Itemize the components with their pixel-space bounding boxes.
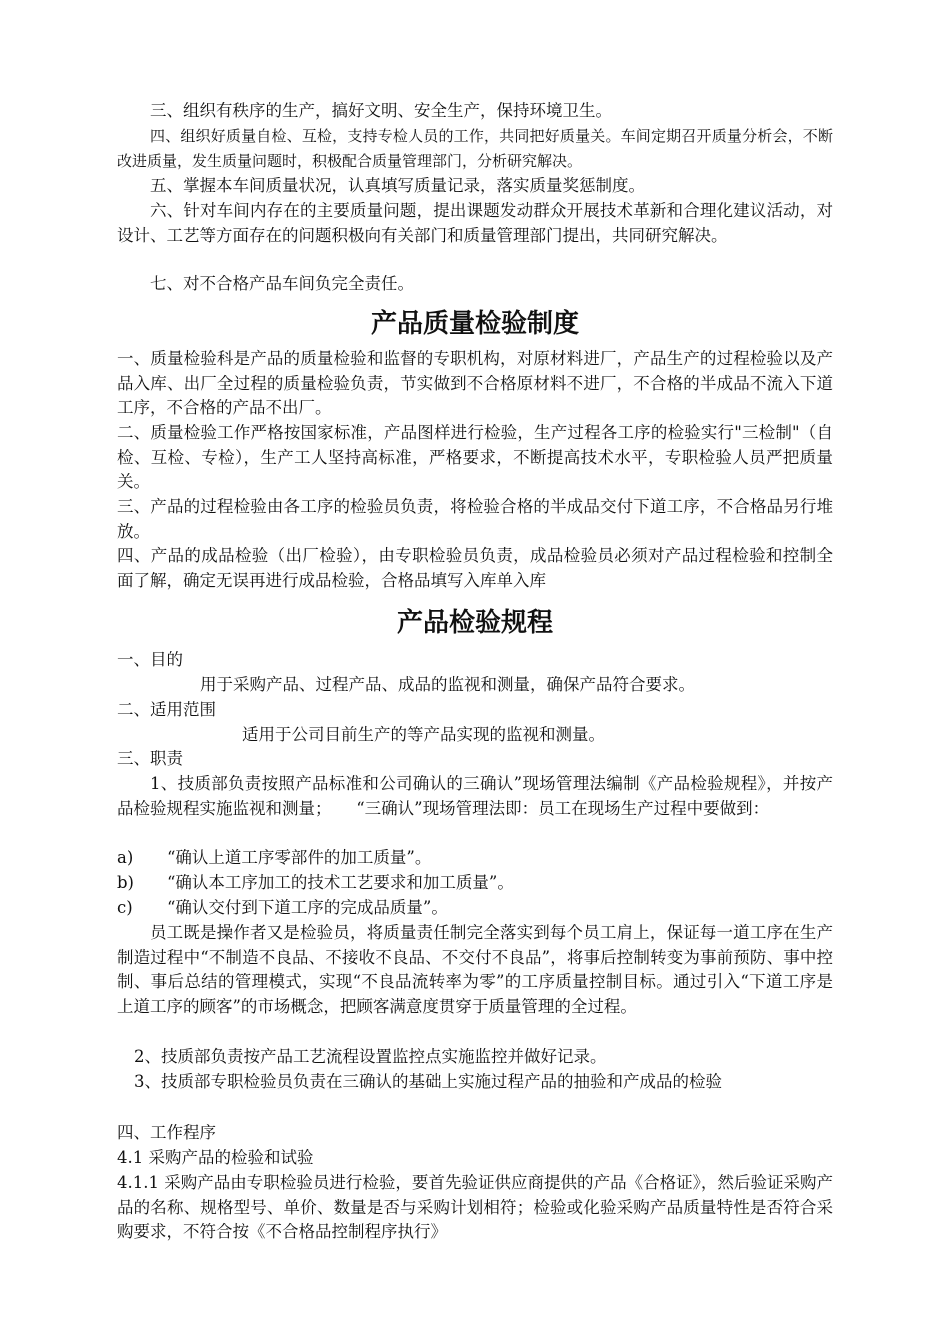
procedure-title: 产品检验规程 [396, 608, 553, 638]
prev-item-3: 三、组织有秩序的生产，搞好文明、安全生产，保持环境卫生。 [150, 101, 612, 120]
list-item-a [117, 846, 833, 871]
list-text: “确认本工序加工的技术工艺要求和加工质量”。 [167, 873, 514, 892]
duty-2: 2、技质部负责按产品工艺流程设置监控点实施监控并做好记录。 [134, 1047, 607, 1066]
purpose-text: 用于采购产品、过程产品、成品的监视和测量，确保产品符合要求。 [200, 675, 695, 694]
duty-3: 3、技质部专职检验员负责在三确认的基础上实施过程产品的抽验和产成品的检验 [134, 1072, 722, 1091]
sub-text-4-1-1: 4.1.1 采购产品由专职检验员进行检验，要首先验证供应商提供的产品《合格证》，然后验证采购产品的名称、规格型号、单价、数量是否与采购计划相符；检验或化验采购产品质量特性是否符合采购要求，不符合按《不合格品控制程序执行》 [117, 1173, 833, 1241]
duties-heading: 三、职责 [117, 749, 183, 768]
scope-text: 适用于公司目前生产的等产品实现的监视和测量。 [242, 725, 605, 744]
scope-heading: 二、适用范围 [117, 700, 216, 719]
work-procedure-heading: 四、工作程序 [117, 1123, 216, 1142]
purpose-heading: 一、目的 [117, 650, 183, 669]
list-item-b [117, 871, 833, 896]
prev-item-6: 六、针对车间内存在的主要质量问题，提出课题发动群众开展技术革新和合理化建议活动，对设计、工艺等方面存在的问题积极向有关部门和质量管理部门提出，共同研究解决。 [117, 201, 833, 245]
duty-paragraph: 员工既是操作者又是检验员，将质量责任制完全落实到每个员工肩上，保证每一道工序在生产制造过程中“不制造不良品、不接收不良品、不交付不良品”，将事后控制转变为事前预防、事中控制、事后总结的管理模式，实现“不良品流转率为零”的工序质量控制目标。通过引入“下道工序是上道工序的顾客”的市场概念，把顾客满意度贯穿于质量管理的全过程。 [117, 923, 833, 1016]
prev-item-4: 四、组织好质量自检、互检，支持专检人员的工作，共同把好质量关。车间定期召开质量分析会，不断改进质量，发生质量问题时，积极配合质量管理部门，分析研究解决。 [117, 127, 833, 170]
list-marker: b) [117, 873, 134, 892]
inspection-item-3: 三、产品的过程检验由各工序的检验员负责，将检验合格的半成品交付下道工序，不合格品另行堆放。 [117, 497, 833, 541]
list-item-c [117, 896, 833, 921]
list-text: “确认交付到下道工序的完成品质量”。 [167, 898, 448, 917]
inspection-item-2: 二、质量检验工作严格按国家标准，产品图样进行检验，生产过程各工序的检验实行"三检制"（自检、互检、专检），生产工人坚持高标准，严格要求，不断提高技术水平，专职检验人员严把质量关。 [117, 423, 833, 491]
inspection-item-1: 一、质量检验科是产品的质量检验和监督的专职机构，对原材料进厂，产品生产的过程检验以及产品入库、出厂全过程的质量检验负责，节实做到不合格原材料不进厂，不合格的半成品不流入下道工序，不合格的产品不出厂。 [117, 349, 833, 417]
duty-1: 1、技质部负责按照产品标准和公司确认的三确认”现场管理法编制《产品检验规程》，并按产品检验规程实施监视和测量； “三确认”现场管理法即：员工在现场生产过程中要做到： [117, 774, 833, 818]
list-marker: a) [117, 848, 134, 867]
prev-item-7: 七、对不合格产品车间负完全责任。 [150, 274, 414, 293]
list-text: “确认上道工序零部件的加工质量”。 [167, 848, 432, 867]
inspection-system-title: 产品质量检验制度 [370, 309, 579, 339]
list-marker: c) [117, 898, 133, 917]
inspection-item-4: 四、产品的成品检验（出厂检验），由专职检验员负责，成品检验员必须对产品过程检验和控制全面了解，确定无误再进行成品检验，合格品填写入库单入库 [117, 546, 833, 590]
prev-item-5: 五、掌握本车间质量状况，认真填写质量记录，落实质量奖惩制度。 [150, 176, 645, 195]
sub-heading-4-1: 4.1 采购产品的检验和试验 [117, 1148, 314, 1167]
